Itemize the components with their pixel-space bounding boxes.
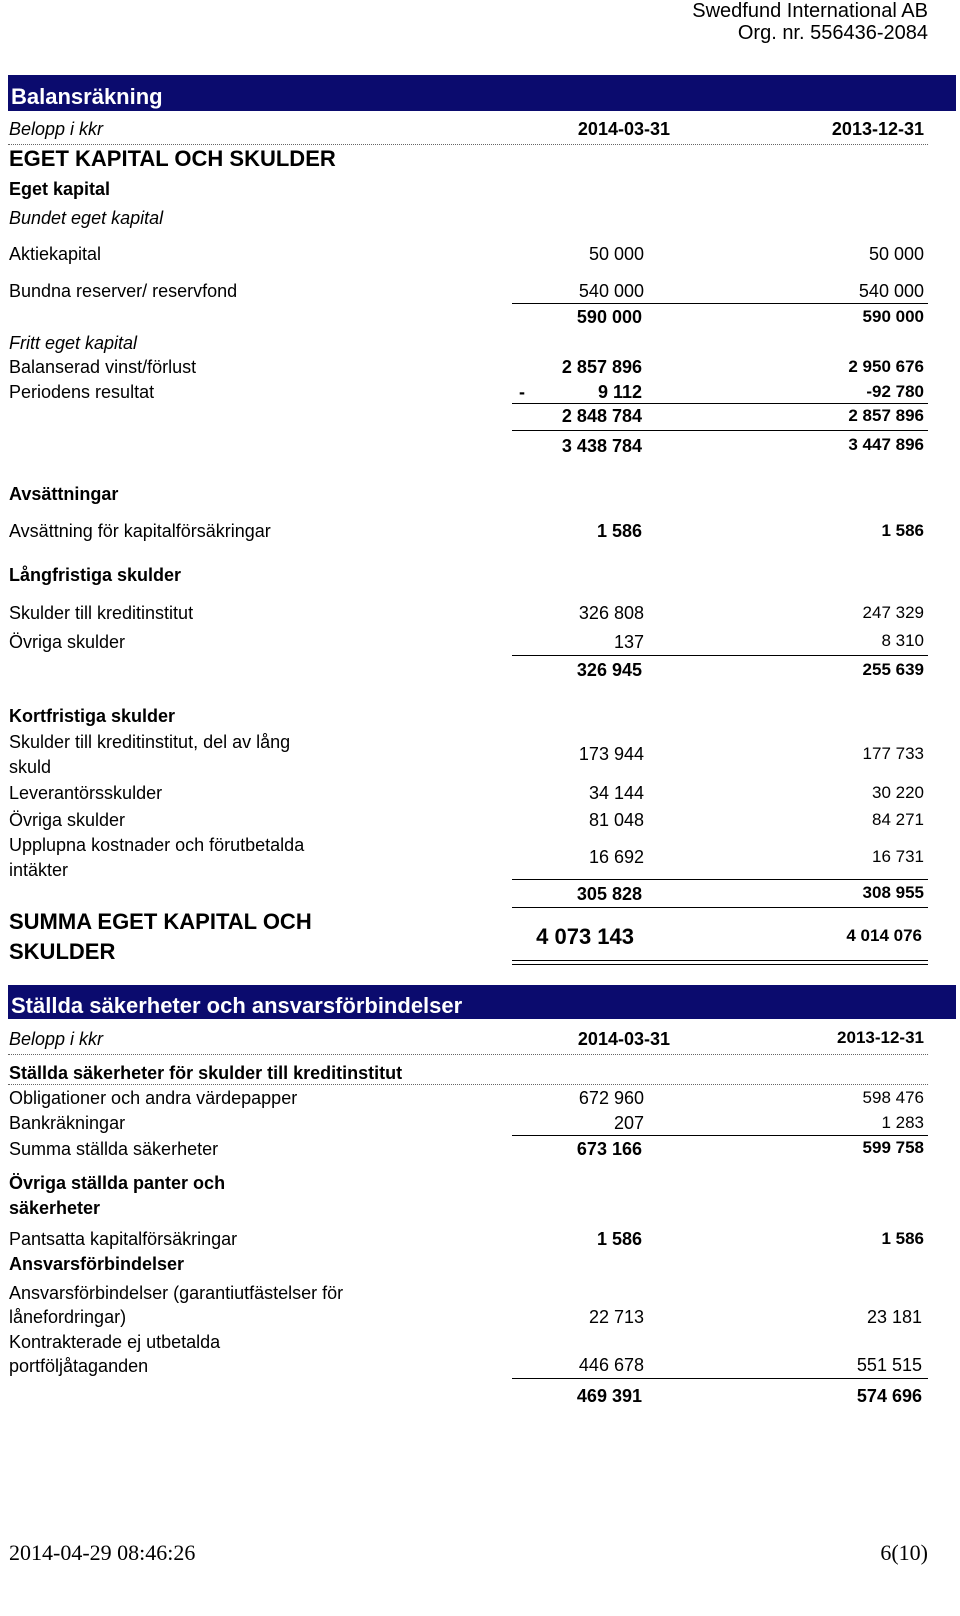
pledged-sum-value-2: 574 696 <box>856 1386 922 1406</box>
kf-lev-label: Leverantörsskulder <box>9 783 163 803</box>
bundet-sum-value-1: 590 000 <box>576 307 642 327</box>
bundet-heading: Bundet eget kapital <box>9 208 164 228</box>
sum-line <box>512 1135 928 1136</box>
pantsatta-value-2: 1 586 <box>881 1229 924 1248</box>
ovriga-heading: Övriga ställda panter och säkerheter <box>9 1173 226 1218</box>
summa-stallda-label: Summa ställda säkerheter <box>9 1139 219 1159</box>
reserver-value-1: 540 000 <box>578 281 644 301</box>
company-name: Swedfund International AB <box>692 0 928 22</box>
pledged-title: Ställda säkerheter och ansvarsförbindelser <box>11 993 463 1018</box>
garanti-label: Ansvarsförbindelser (garantiutfästelser för lånefordringar) <box>9 1283 344 1327</box>
pledged-heading: Ställda säkerheter för skulder till kreditinstitut <box>9 1063 403 1083</box>
summa-value-2: 4 014 076 <box>846 926 922 945</box>
unit-label: Belopp i kkr <box>9 119 104 139</box>
pledged-header-divider <box>8 1054 928 1055</box>
kf-ovriga-label: Övriga skulder <box>9 810 126 830</box>
pantsatta-label: Pantsatta kapitalförsäkringar <box>9 1229 238 1249</box>
bank-value-1: 207 <box>613 1113 644 1133</box>
pledged-sum-value-1: 469 391 <box>576 1386 642 1406</box>
periodens-label: Periodens resultat <box>9 382 155 402</box>
kf-kredit-value-1: 173 944 <box>578 744 644 764</box>
header-divider <box>8 144 928 145</box>
summa-value-1: 4 073 143 <box>536 924 634 949</box>
avsattningar-heading: Avsättningar <box>9 484 119 504</box>
balanserad-value-1: 2 857 896 <box>561 357 642 377</box>
kf-lev-value-1: 34 144 <box>588 783 644 803</box>
pledged-heading-divider <box>8 1084 928 1085</box>
kf-upplupna-value-2: 16 731 <box>872 847 924 866</box>
garanti-value-2: 23 181 <box>866 1307 922 1327</box>
kontrakterade-value-2: 551 515 <box>856 1355 922 1375</box>
org-number: Org. nr. 556436-2084 <box>737 22 928 44</box>
sum-line <box>512 879 928 880</box>
kontrakterade-label: Kontrakterade ej utbetalda portföljåtaganden <box>9 1332 221 1376</box>
kf-sum-value-1: 305 828 <box>576 884 642 904</box>
lf-kredit-value-1: 326 808 <box>578 603 644 623</box>
lf-sum-value-1: 326 945 <box>576 660 642 680</box>
sum-line <box>512 430 928 431</box>
aktiekapital-value-2: 50 000 <box>868 244 924 264</box>
bank-value-2: 1 283 <box>881 1113 924 1132</box>
column-date-1: 2014-03-31 <box>577 119 670 139</box>
pledged-unit-label: Belopp i kkr <box>9 1029 104 1049</box>
lf-ovriga-value-2: 8 310 <box>881 631 924 650</box>
pledged-column-date-1: 2014-03-31 <box>577 1029 670 1049</box>
fritt-heading: Fritt eget kapital <box>9 333 138 353</box>
summa-stallda-value-2: 599 758 <box>862 1138 924 1157</box>
periodens-dash: - <box>519 382 525 402</box>
lf-kredit-label: Skulder till kreditinstitut <box>9 603 194 623</box>
column-date-2: 2013-12-31 <box>831 119 924 139</box>
balanserad-value-2: 2 950 676 <box>848 357 924 376</box>
summa-stallda-value-1: 673 166 <box>576 1139 642 1159</box>
pantsatta-value-1: 1 586 <box>596 1229 642 1249</box>
balance-title-band <box>8 75 956 111</box>
footer-page-number: 6(10) <box>880 1540 928 1565</box>
reserver-value-2: 540 000 <box>858 281 924 301</box>
langfristiga-heading: Långfristiga skulder <box>9 565 182 585</box>
lf-kredit-value-2: 247 329 <box>862 603 924 622</box>
pledged-column-date-2: 2013-12-31 <box>837 1028 924 1047</box>
sum-line <box>512 907 928 908</box>
balance-title: Balansräkning <box>11 84 163 109</box>
periodens-value-2: -92 780 <box>866 382 924 401</box>
sum-line <box>512 655 928 656</box>
kf-lev-value-2: 30 220 <box>872 783 924 802</box>
obligationer-value-2: 598 476 <box>862 1088 924 1107</box>
ansvars-heading: Ansvarsförbindelser <box>9 1254 185 1274</box>
bank-label: Bankräkningar <box>9 1113 126 1133</box>
aktiekapital-value-1: 50 000 <box>588 244 644 264</box>
kf-upplupna-value-1: 16 692 <box>588 847 644 867</box>
balanserad-label: Balanserad vinst/förlust <box>9 357 197 377</box>
periodens-value-1: 9 112 <box>597 382 642 402</box>
footer-timestamp: 2014-04-29 08:46:26 <box>9 1540 196 1565</box>
kf-kredit-label: Skulder till kreditinstitut, del av lång skuld <box>9 732 291 777</box>
avsattning-kf-value-2: 1 586 <box>881 521 924 540</box>
kf-ovriga-value-2: 84 271 <box>872 810 924 829</box>
garanti-value-1: 22 713 <box>588 1307 644 1327</box>
main-heading: EGET KAPITAL OCH SKULDER <box>9 146 336 171</box>
eget-sum-value-1: 3 438 784 <box>561 436 642 456</box>
eget-sum-value-2: 3 447 896 <box>848 435 924 454</box>
kf-kredit-value-2: 177 733 <box>862 744 924 763</box>
sum-line <box>512 303 928 304</box>
avsattning-kf-label: Avsättning för kapitalförsäkringar <box>9 521 271 541</box>
avsattning-kf-value-1: 1 586 <box>596 521 642 541</box>
eget-kapital-heading: Eget kapital <box>9 179 111 199</box>
lf-ovriga-value-1: 137 <box>613 632 644 652</box>
lf-sum-value-2: 255 639 <box>862 660 924 679</box>
kontrakterade-value-1: 446 678 <box>578 1355 644 1375</box>
kf-ovriga-value-1: 81 048 <box>588 810 644 830</box>
kf-upplupna-label: Upplupna kostnader och förutbetalda intäkter <box>9 835 305 880</box>
obligationer-value-1: 672 960 <box>578 1088 644 1108</box>
pledged-title-band <box>8 985 956 1019</box>
kf-sum-value-2: 308 955 <box>862 883 924 902</box>
lf-ovriga-label: Övriga skulder <box>9 632 126 652</box>
double-underline-top <box>512 960 928 961</box>
sum-line <box>512 1378 928 1379</box>
sum-line <box>512 403 928 404</box>
fritt-sum-value-2: 2 857 896 <box>848 406 924 425</box>
double-underline-bottom <box>512 964 928 965</box>
fritt-sum-value-1: 2 848 784 <box>561 406 642 426</box>
summa-label: SUMMA EGET KAPITAL OCH SKULDER <box>9 909 312 964</box>
aktiekapital-label: Aktiekapital <box>9 244 102 264</box>
reserver-label: Bundna reserver/ reservfond <box>9 281 238 301</box>
obligationer-label: Obligationer och andra värdepapper <box>9 1088 298 1108</box>
bundet-sum-value-2: 590 000 <box>862 307 924 326</box>
kortfristiga-heading: Kortfristiga skulder <box>9 706 176 726</box>
